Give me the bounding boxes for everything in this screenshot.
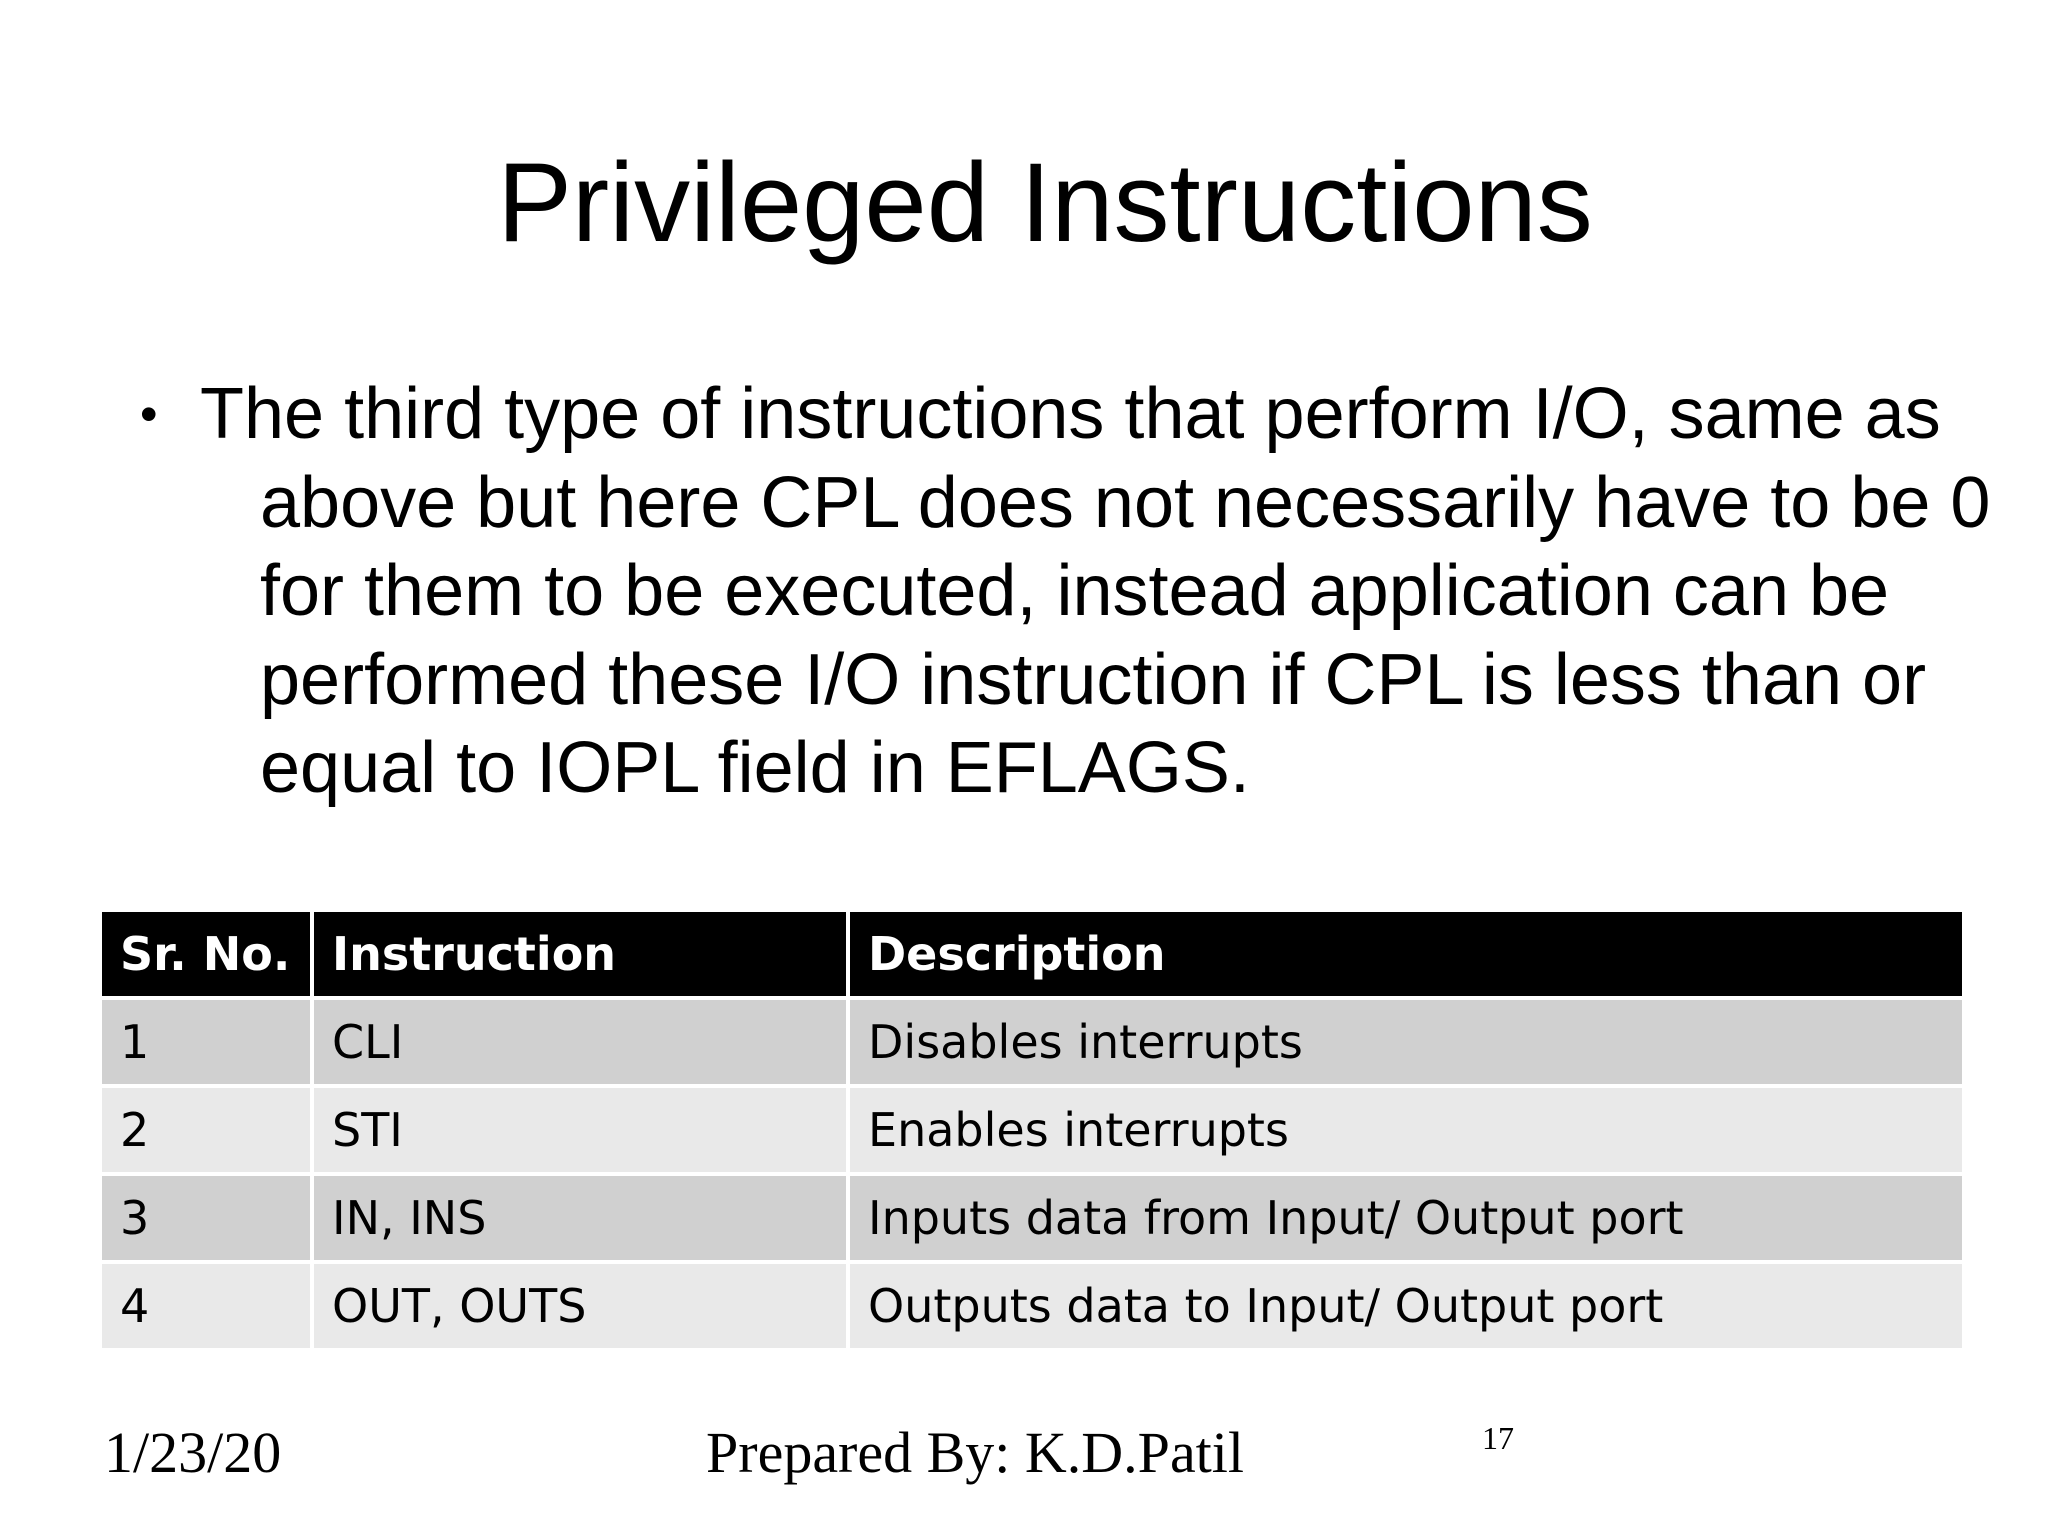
bullet-text: The third type of instructions that perform I/O, same as above but here CPL does not necessarily have to be 0 for them to be executed, instead application can be performed these I/O instruction if CPL is less than or equal to IOPL field in EFLAGS. xyxy=(200,374,1991,808)
table-header-row xyxy=(102,912,1962,998)
cell-description: Outputs data to Input/ Output port xyxy=(848,1262,1962,1350)
footer-date: 1/23/20 xyxy=(104,1420,282,1485)
table-row xyxy=(102,1262,1962,1350)
slide-title: Privileged Instructions xyxy=(497,140,1593,265)
table-row xyxy=(102,998,1962,1086)
cell-instruction: OUT, OUTS xyxy=(312,1262,848,1350)
cell-instruction: STI xyxy=(312,1086,848,1174)
header-instruction: Instruction xyxy=(312,912,848,998)
cell-instruction: CLI xyxy=(312,998,848,1086)
table-row xyxy=(102,1174,1962,1262)
cell-sr-no: 2 xyxy=(102,1086,312,1174)
header-sr-no: Sr. No. xyxy=(102,912,312,998)
instruction-table xyxy=(102,912,1962,1352)
bullet-list xyxy=(140,370,2020,813)
cell-description: Disables interrupts xyxy=(848,998,1962,1086)
cell-sr-no: 4 xyxy=(102,1262,312,1350)
page-number: 17 xyxy=(1482,1420,1514,1456)
header-description: Description xyxy=(848,912,1962,998)
cell-description: Inputs data from Input/ Output port xyxy=(848,1174,1962,1262)
cell-sr-no: 1 xyxy=(102,998,312,1086)
footer-author: Prepared By: K.D.Patil xyxy=(706,1420,1245,1485)
table-row xyxy=(102,1086,1962,1174)
cell-sr-no: 3 xyxy=(102,1174,312,1262)
bullet-icon: • xyxy=(140,386,158,442)
cell-description: Enables interrupts xyxy=(848,1086,1962,1174)
cell-instruction: IN, INS xyxy=(312,1174,848,1262)
